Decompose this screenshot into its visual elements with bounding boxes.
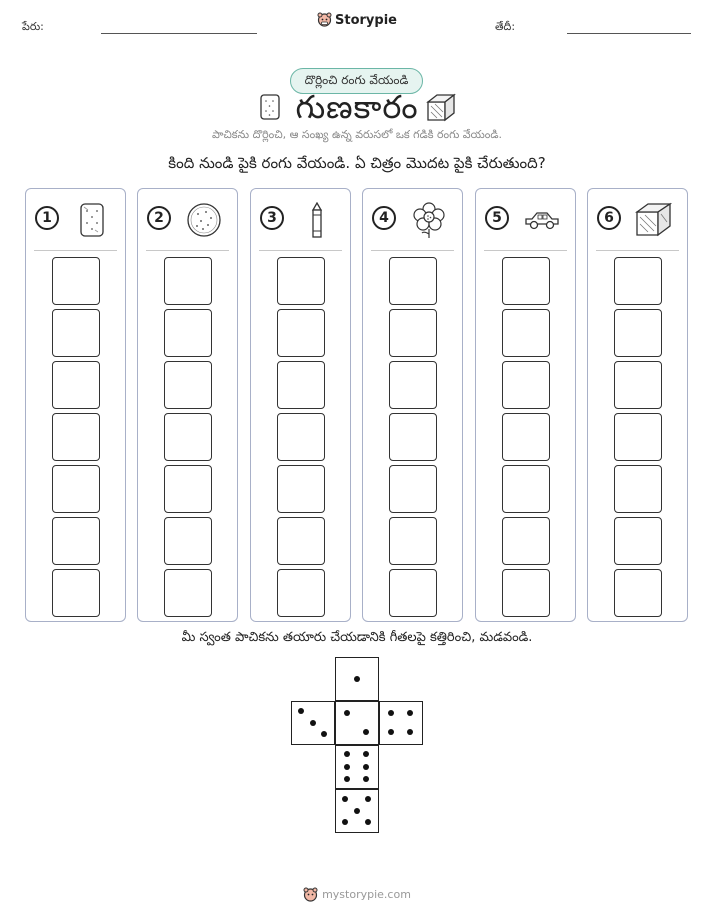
- die-pip: [407, 710, 413, 716]
- color-cell[interactable]: [389, 569, 437, 617]
- color-cell[interactable]: [614, 517, 662, 565]
- color-cell[interactable]: [164, 413, 212, 461]
- column-divider: [259, 250, 342, 251]
- die-pip: [342, 819, 348, 825]
- die-pip: [365, 796, 371, 802]
- cookie-icon: [184, 202, 224, 238]
- brand-name: Storypie: [335, 13, 397, 28]
- die-face-4: [379, 701, 423, 745]
- column-number: 2: [147, 206, 171, 230]
- color-cell[interactable]: [614, 257, 662, 305]
- die-pip: [388, 710, 394, 716]
- page-title: గుణకారం: [295, 88, 419, 126]
- color-cell[interactable]: [164, 569, 212, 617]
- column-number: 4: [372, 206, 396, 230]
- color-cell[interactable]: [277, 569, 325, 617]
- die-face-2: [335, 701, 379, 745]
- color-cell[interactable]: [389, 465, 437, 513]
- color-cell[interactable]: [277, 465, 325, 513]
- die-pip: [388, 729, 394, 735]
- color-cell[interactable]: [164, 309, 212, 357]
- color-cell[interactable]: [52, 309, 100, 357]
- die-pip: [363, 776, 369, 782]
- column-divider: [484, 250, 567, 251]
- die-face-5: [335, 789, 379, 833]
- die-pip: [344, 710, 350, 716]
- die-pip: [298, 708, 304, 714]
- die-pip: [354, 676, 360, 682]
- color-cell[interactable]: [614, 413, 662, 461]
- race-column-4: [362, 188, 463, 622]
- die-pip: [344, 764, 350, 770]
- color-cell[interactable]: [52, 465, 100, 513]
- color-cell[interactable]: [164, 465, 212, 513]
- color-cell[interactable]: [277, 517, 325, 565]
- color-cell[interactable]: [52, 569, 100, 617]
- die-pip: [344, 776, 350, 782]
- color-cell[interactable]: [502, 413, 550, 461]
- question: కింది నుండి పైకి రంగు వేయండి. ఏ చిత్రం మొదట పైకి చేరుతుంది?: [168, 154, 546, 172]
- wooden-block-icon: [425, 93, 457, 123]
- color-cell[interactable]: [164, 517, 212, 565]
- race-column-3: [250, 188, 351, 622]
- color-cell[interactable]: [277, 361, 325, 409]
- name-field[interactable]: [101, 33, 257, 34]
- die-pip: [363, 751, 369, 757]
- color-cell[interactable]: [502, 569, 550, 617]
- column-number: 1: [35, 206, 59, 230]
- die-pip: [365, 819, 371, 825]
- die-pip: [342, 796, 348, 802]
- color-cell[interactable]: [502, 517, 550, 565]
- die-pip: [407, 729, 413, 735]
- storypie-logo-icon: [303, 887, 318, 905]
- color-cell[interactable]: [614, 569, 662, 617]
- column-number: 3: [260, 206, 284, 230]
- column-divider: [146, 250, 229, 251]
- cracker-icon: [259, 93, 281, 121]
- color-cell[interactable]: [502, 309, 550, 357]
- die-face-3: [291, 701, 335, 745]
- color-cell[interactable]: [389, 361, 437, 409]
- storypie-logo-icon: [317, 12, 332, 31]
- die-pip: [354, 808, 360, 814]
- column-divider: [34, 250, 117, 251]
- die-pip: [310, 720, 316, 726]
- color-cell[interactable]: [277, 413, 325, 461]
- die-face-1: [335, 657, 379, 701]
- color-cell[interactable]: [502, 465, 550, 513]
- color-cell[interactable]: [52, 361, 100, 409]
- die-pip: [363, 764, 369, 770]
- column-number: 5: [485, 206, 509, 230]
- color-cell[interactable]: [389, 413, 437, 461]
- race-column-2: [137, 188, 238, 622]
- color-cell[interactable]: [52, 517, 100, 565]
- car-icon: [522, 202, 562, 238]
- color-cell[interactable]: [389, 257, 437, 305]
- color-cell[interactable]: [614, 361, 662, 409]
- crayon-icon: [297, 202, 337, 238]
- color-cell[interactable]: [52, 413, 100, 461]
- color-cell[interactable]: [164, 361, 212, 409]
- color-cell[interactable]: [502, 361, 550, 409]
- activity-badge: దొర్లించి రంగు వేయండి: [290, 68, 423, 94]
- race-column-1: [25, 188, 126, 622]
- race-column-6: [587, 188, 688, 622]
- color-cell[interactable]: [614, 309, 662, 357]
- wooden-block-icon: [634, 202, 674, 238]
- die-face-6: [335, 745, 379, 789]
- footer-url[interactable]: mystorypie.com: [322, 888, 411, 901]
- subtitle: పాచికను దొర్లించి, ఆ సంఖ్య ఉన్న వరుసలో ఒక గడికి రంగు వేయండి.: [212, 128, 502, 141]
- column-divider: [596, 250, 679, 251]
- name-label: పేరు:: [22, 20, 44, 33]
- footer: [0, 887, 714, 905]
- date-label: తేదీ:: [495, 20, 516, 33]
- die-pip: [344, 751, 350, 757]
- color-cell[interactable]: [277, 257, 325, 305]
- color-cell[interactable]: [614, 465, 662, 513]
- color-cell[interactable]: [502, 257, 550, 305]
- die-pip: [363, 729, 369, 735]
- color-cell[interactable]: [277, 309, 325, 357]
- brand: [0, 12, 714, 31]
- column-divider: [371, 250, 454, 251]
- race-column-5: [475, 188, 576, 622]
- cracker-icon: [72, 202, 112, 238]
- color-cell[interactable]: [164, 257, 212, 305]
- color-cell[interactable]: [52, 257, 100, 305]
- cut-instruction: మీ స్వంత పాచికను తయారు చేయడానికి గీతలపై కత్తిరించి, మడవండి.: [181, 630, 533, 645]
- date-field[interactable]: [567, 33, 691, 34]
- color-cell[interactable]: [389, 517, 437, 565]
- die-pip: [321, 731, 327, 737]
- column-number: 6: [597, 206, 621, 230]
- color-cell[interactable]: [389, 309, 437, 357]
- flower-icon: [409, 202, 449, 238]
